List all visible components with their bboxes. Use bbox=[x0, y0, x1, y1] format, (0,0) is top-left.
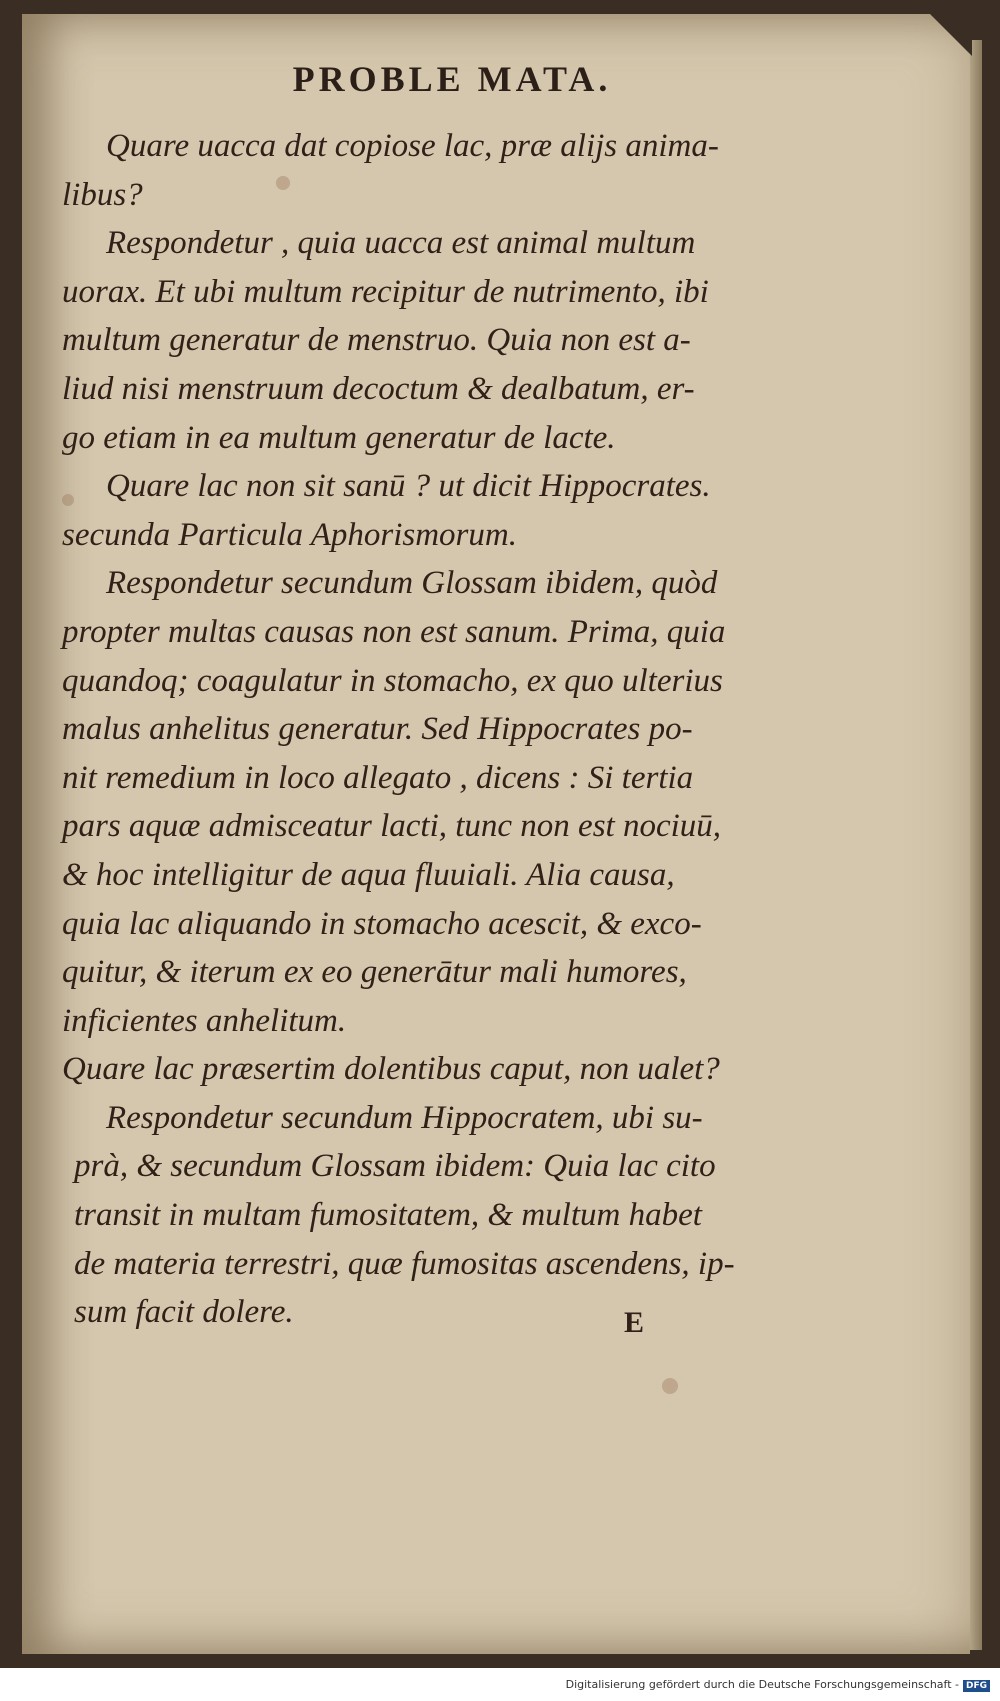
text-line: sum facit dolere. bbox=[74, 1294, 294, 1331]
text-line: inficientes anhelitum. bbox=[62, 1002, 347, 1039]
text-line: multum generatur de menstruo. Quia non est a- bbox=[62, 322, 691, 359]
text-line: libus? bbox=[62, 176, 143, 213]
page-edge bbox=[968, 40, 982, 1650]
credit-text: Digitalisierung gefördert durch die Deutsche Forschungsgemeinschaft - bbox=[565, 1678, 959, 1691]
page-title: PROBLE MATA. bbox=[292, 59, 612, 99]
text-line: Respondetur , quia uacca est animal multum bbox=[106, 225, 696, 262]
text-line: secunda Particula Aphorismorum. bbox=[62, 516, 517, 553]
text-line: liud nisi menstruum decoctum & dealbatum, er- bbox=[62, 370, 695, 407]
text-line: quandoq; coagulatur in stomacho, ex quo ulterius bbox=[62, 662, 723, 699]
text-line: de materia terrestri, quæ fumositas ascendens, ip- bbox=[74, 1245, 735, 1282]
text-line: quia lac aliquando in stomacho acescit, & exco- bbox=[62, 905, 702, 942]
text-line: Quare lac non sit sanū ? ut dicit Hippocrates. bbox=[106, 468, 711, 505]
running-head bbox=[0, 58, 1000, 100]
text-line: Quare lac præsertim dolentibus caput, non ualet? bbox=[62, 1051, 720, 1088]
text-line: uorax. Et ubi multum recipitur de nutrimento, ibi bbox=[62, 273, 709, 310]
body-text bbox=[62, 122, 762, 1337]
text-line: & hoc intelligitur de aqua fluuiali. Alia causa, bbox=[62, 856, 675, 893]
text-line: go etiam in ea multum generatur de lacte. bbox=[62, 419, 616, 456]
stain bbox=[662, 1378, 678, 1394]
signature-mark: E bbox=[624, 1306, 645, 1339]
dfg-logo: DFG bbox=[963, 1680, 990, 1692]
text-line: Respondetur secundum Glossam ibidem, quòd bbox=[106, 565, 718, 602]
torn-corner bbox=[928, 12, 972, 56]
text-line: pars aquæ admisceatur lacti, tunc non est nociuū, bbox=[62, 808, 722, 845]
text-line: quitur, & iterum ex eo generātur mali humores, bbox=[62, 954, 687, 991]
digitization-credit bbox=[0, 1678, 990, 1692]
text-line: transit in multam fumositatem, & multum habet bbox=[74, 1197, 702, 1234]
text-line: Quare uacca dat copiose lac, præ alijs anima- bbox=[106, 128, 719, 164]
text-line: malus anhelitus generatur. Sed Hippocrates po- bbox=[62, 711, 693, 748]
text-line: propter multas causas non est sanum. Prima, quia bbox=[62, 613, 726, 650]
text-line: prà, & secundum Glossam ibidem: Quia lac cito bbox=[74, 1148, 716, 1185]
text-line: nit remedium in loco allegato , dicens : Si tertia bbox=[62, 759, 694, 796]
text-line: Respondetur secundum Hippocratem, ubi su- bbox=[106, 1099, 703, 1136]
